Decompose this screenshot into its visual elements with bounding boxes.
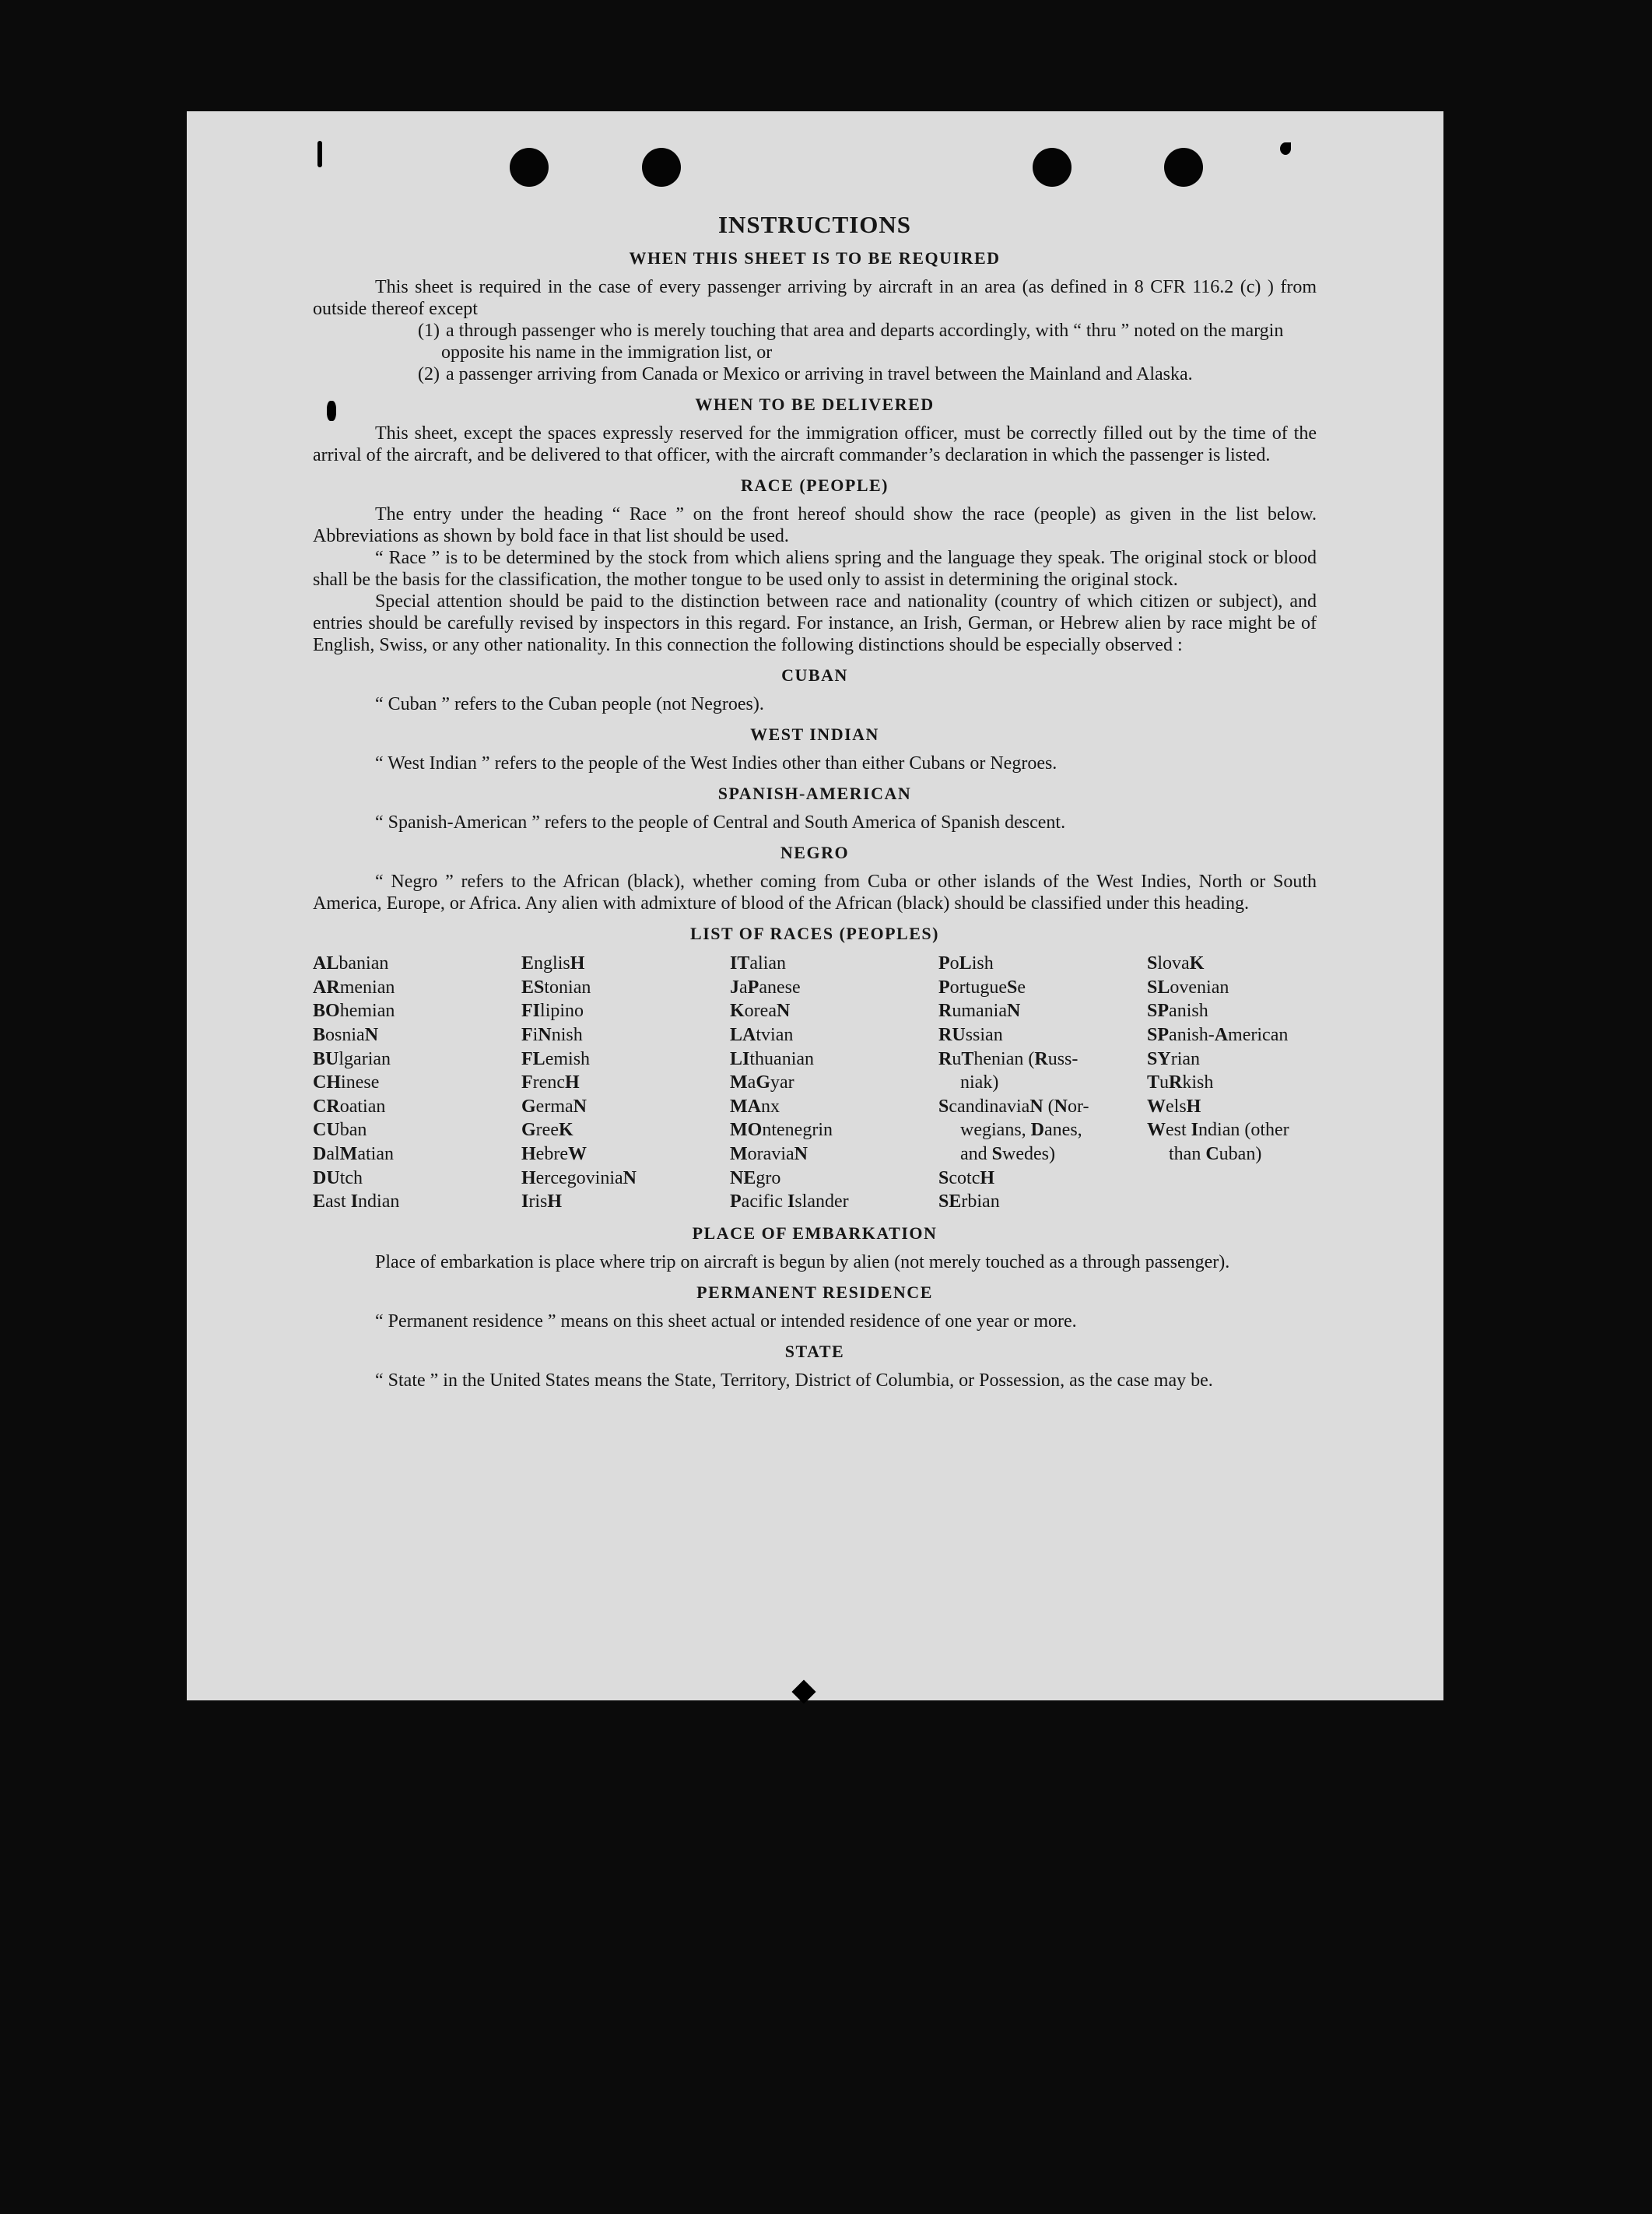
required-intro: This sheet is required in the case of every passenger arriving by aircraft in an area (as defined in 8 CFR 116.2 (c) ) from outside thereof except bbox=[313, 277, 1317, 320]
exception-item bbox=[313, 363, 1317, 385]
race-entry: ScotcH bbox=[938, 1167, 995, 1188]
race-entry: NEgro bbox=[730, 1167, 781, 1188]
race-entry: ITalian bbox=[730, 953, 787, 974]
race-entry: SYrian bbox=[1147, 1048, 1201, 1069]
section-heading-delivered: WHEN TO BE DELIVERED bbox=[695, 395, 935, 415]
race-entry: PoLish bbox=[938, 953, 994, 974]
race-entry: ScandinaviaN (Nor- bbox=[938, 1096, 1089, 1117]
race-entry: MaGyar bbox=[730, 1072, 794, 1093]
race-entry: MoraviaN bbox=[730, 1143, 808, 1164]
races-column bbox=[730, 952, 938, 1214]
race-entry: than Cuban) bbox=[1169, 1143, 1262, 1164]
page-title: INSTRUCTIONS bbox=[717, 211, 911, 238]
section-heading-negro: NEGRO bbox=[780, 843, 850, 863]
punch-hole bbox=[510, 148, 549, 187]
punch-hole bbox=[1033, 148, 1072, 187]
race-entry: East Indian bbox=[313, 1191, 400, 1212]
paper-mark bbox=[791, 1679, 815, 1703]
race-entry: wegians, Danes, bbox=[960, 1120, 1082, 1141]
race-entry: KoreaN bbox=[730, 1001, 791, 1022]
race-entry: TuRkish bbox=[1147, 1072, 1214, 1093]
race-entry: SlovaK bbox=[1147, 953, 1205, 974]
race-entry: CUban bbox=[313, 1120, 367, 1141]
race-entry: MAnx bbox=[730, 1096, 780, 1117]
race-entry: JaPanese bbox=[730, 977, 801, 998]
race-paragraph: “ Race ” is to be determined by the stock from which aliens spring and the language they speak. The original stock or blood shall be the basis for the classification, the mother tongue to be used only to assist in determining the original stock. bbox=[313, 548, 1317, 591]
race-entry: FiNnish bbox=[521, 1024, 583, 1045]
punch-hole bbox=[642, 148, 681, 187]
item-text: a through passenger who is merely touching that area and departs accordingly, with “ thru ” noted on the margin opposite his name in the immigration list, or bbox=[441, 321, 1284, 363]
section-heading-spanish-american: SPANISH-AMERICAN bbox=[717, 784, 912, 804]
race-entry: FrencH bbox=[521, 1072, 580, 1093]
race-entry: DUtch bbox=[313, 1167, 363, 1188]
cuban-text: “ Cuban ” refers to the Cuban people (not Negroes). bbox=[375, 694, 764, 715]
race-entry: DalMatian bbox=[313, 1143, 394, 1164]
residence-text: “ Permanent residence ” means on this sheet actual or intended residence of one year or more. bbox=[375, 1311, 1077, 1332]
section-heading-list-of-races: LIST OF RACES (PEOPLES) bbox=[690, 924, 939, 944]
west-indian-text: “ West Indian ” refers to the people of the West Indies other than either Cubans or Negroes. bbox=[375, 753, 1057, 774]
embarkation-text: Place of embarkation is place where trip on aircraft is begun by alien (not merely touched as a through passenger). bbox=[375, 1251, 1230, 1272]
instructions-content bbox=[313, 210, 1317, 1391]
race-entry: SPanish bbox=[1147, 1001, 1208, 1022]
race-entry: SPanish-American bbox=[1147, 1024, 1289, 1045]
race-entry: ARmenian bbox=[313, 977, 395, 998]
item-number: (1) bbox=[418, 321, 440, 342]
race-entry: BOhemian bbox=[313, 1001, 395, 1022]
section-heading-race: RACE (PEOPLE) bbox=[741, 475, 889, 496]
race-entry: HebreW bbox=[521, 1143, 587, 1164]
section-heading-cuban: CUBAN bbox=[781, 665, 848, 686]
item-number: (2) bbox=[418, 364, 440, 385]
race-entry: FIlipino bbox=[521, 1001, 584, 1022]
race-entry: RuThenian (Russ- bbox=[938, 1048, 1079, 1069]
race-entry: CHinese bbox=[313, 1072, 380, 1093]
race-entry: HercegoviniaN bbox=[521, 1167, 637, 1188]
section-heading-required: WHEN THIS SHEET IS TO BE REQUIRED bbox=[629, 248, 1001, 268]
state-text: “ State ” in the United States means the State, Territory, District of Columbia, or Possession, as the case may be. bbox=[375, 1370, 1213, 1391]
race-entry: CRoatian bbox=[313, 1096, 386, 1117]
races-column bbox=[938, 952, 1147, 1214]
race-entry: FLemish bbox=[521, 1048, 591, 1069]
race-entry: LIthuanian bbox=[730, 1048, 815, 1069]
race-entry: RumaniaN bbox=[938, 1001, 1021, 1022]
race-entry: BUlgarian bbox=[313, 1048, 391, 1069]
race-entry: GreeK bbox=[521, 1120, 573, 1141]
spanish-american-text: “ Spanish-American ” refers to the people of Central and South America of Spanish descent. bbox=[375, 812, 1066, 833]
race-entry: SLovenian bbox=[1147, 977, 1229, 998]
race-entry: MOntenegrin bbox=[730, 1120, 833, 1141]
race-entry: WelsH bbox=[1147, 1096, 1201, 1117]
race-entry: niak) bbox=[960, 1072, 999, 1093]
race-entry: PortugueSe bbox=[938, 977, 1026, 998]
negro-text: “ Negro ” refers to the African (black), whether coming from Cuba or other islands of the West Indies, North or South America, Europe, or Africa. Any alien with admixture of blood of the African (black) should be classified under this heading. bbox=[313, 872, 1317, 914]
document-sheet bbox=[187, 111, 1443, 1700]
races-list bbox=[313, 952, 1317, 1214]
races-column bbox=[1147, 952, 1317, 1214]
section-heading-residence: PERMANENT RESIDENCE bbox=[696, 1282, 933, 1302]
delivered-text: This sheet, except the spaces expressly reserved for the immigration officer, must be correctly filled out by the time of the arrival of the aircraft, and be delivered to that officer, with the aircraft commander’s declaration in which the passenger is listed. bbox=[313, 423, 1317, 466]
race-entry: ALbanian bbox=[313, 953, 389, 974]
race-entry: EStonian bbox=[521, 977, 591, 998]
races-column bbox=[521, 952, 730, 1214]
race-paragraph: Special attention should be paid to the distinction between race and nationality (country of which citizen or subject), and entries should be carefully revised by inspectors in this regard. For instance, an Irish, German, or Hebrew alien by race might be of English, Swiss, or any other nationality. In this connection the following distinctions should be especially observed : bbox=[313, 591, 1317, 656]
race-entry: GermaN bbox=[521, 1096, 587, 1117]
exception-item bbox=[313, 320, 1317, 363]
race-entry: LAtvian bbox=[730, 1024, 794, 1045]
race-entry: and Swedes) bbox=[960, 1143, 1056, 1164]
section-heading-west-indian: WEST INDIAN bbox=[750, 725, 879, 745]
race-entry: BosniaN bbox=[313, 1024, 379, 1045]
section-heading-embarkation: PLACE OF EMBARKATION bbox=[692, 1223, 938, 1243]
paper-mark bbox=[317, 141, 322, 167]
race-entry: RUssian bbox=[938, 1024, 1003, 1045]
paper-mark bbox=[1280, 142, 1291, 155]
section-heading-state: STATE bbox=[784, 1341, 845, 1361]
race-paragraph: The entry under the heading “ Race ” on the front hereof should show the race (people) as given in the list below. Abbreviations as shown by bold face in that list should be used. bbox=[313, 504, 1317, 547]
races-column bbox=[313, 952, 521, 1214]
race-entry: SErbian bbox=[938, 1191, 1000, 1212]
race-entry: West Indian (other bbox=[1147, 1120, 1289, 1141]
race-entry: Pacific Islander bbox=[730, 1191, 849, 1212]
punch-hole bbox=[1164, 148, 1203, 187]
race-entry: IrisH bbox=[521, 1191, 563, 1212]
item-text: a passenger arriving from Canada or Mexico or arriving in travel between the Mainland and Alaska. bbox=[446, 364, 1193, 385]
race-entry: EnglisH bbox=[521, 953, 585, 974]
